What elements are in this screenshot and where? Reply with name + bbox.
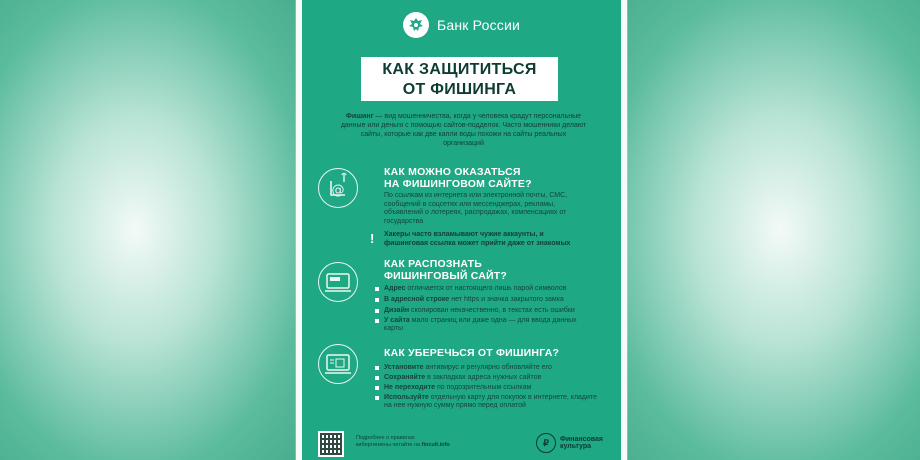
section2-title <box>384 258 507 282</box>
phishing-poster <box>296 0 627 460</box>
poster-edge-right <box>621 0 627 460</box>
background-right-blur <box>610 0 920 460</box>
qr-code[interactable] <box>318 431 344 457</box>
fincult-logo <box>536 433 603 453</box>
bullet-text: отличается от настоящего лишь парой символов <box>405 285 567 292</box>
bullet-bold: Не переходите <box>384 384 436 391</box>
section1-warning: Хакеры часто взламывают чужие аккаунты, и фишинговая ссылка может прийти даже от знакомых <box>384 231 571 247</box>
bullet-bold: Используйте <box>384 394 429 401</box>
footer-site-link[interactable]: fincult.info <box>421 442 450 448</box>
footer-line-2-text: кибергигиены читайте на <box>356 442 421 448</box>
fincult-label <box>560 436 603 451</box>
qr-pattern <box>320 433 342 455</box>
section1-title-line-2: НА ФИШИНГОВОМ САЙТЕ? <box>384 178 532 190</box>
poster-footer <box>296 428 627 460</box>
eagle-emblem-icon <box>403 12 429 38</box>
intro-text <box>340 112 587 148</box>
bullet-bold: У сайта <box>384 317 410 324</box>
poster-title <box>361 57 558 101</box>
poster-header <box>296 12 627 40</box>
title-line-1: КАК ЗАЩИТИТЬСЯ <box>382 61 537 78</box>
svg-text:@: @ <box>331 183 345 198</box>
bullet-text: мало страниц или даже одна — для ввода данных карты <box>384 317 577 333</box>
background-left-blur <box>0 0 300 460</box>
warning-exclamation-icon: ! <box>370 231 375 246</box>
footer-text <box>356 435 450 449</box>
section3-bullet <box>375 374 597 382</box>
section3-title: КАК УБЕРЕЧЬСЯ ОТ ФИШИНГА? <box>384 347 560 359</box>
fincult-line-1: Финансовая <box>560 435 603 443</box>
footer-line-2 <box>356 442 450 449</box>
bullet-text: антивирус и регулярно обновляйте его <box>423 364 552 371</box>
title-line-2: ОТ ФИШИНГА <box>402 81 517 98</box>
section3-bullet <box>375 364 597 372</box>
section2-bullet <box>375 317 597 333</box>
section1-title-line-1: КАК МОЖНО ОКАЗАТЬСЯ <box>384 166 521 178</box>
footer-line-1: Подробнее о правилах <box>356 435 415 441</box>
laptop-shield-icon <box>318 344 358 384</box>
bullet-bold: Адрес <box>384 285 406 292</box>
intro-body: — вид мошенничества, когда у человека крадут персональные данные или деньги с помощью сайтов-подделок. Часто мошенники делают сайты, которые как две капли воды похожи на сайты реальных организаций <box>340 113 587 147</box>
bank-name: Банк России <box>436 17 521 33</box>
section2-bullet <box>375 296 597 304</box>
laptop-browser-icon <box>318 262 358 302</box>
bullet-bold: В адресной строке <box>384 296 450 303</box>
at-sign-icon <box>318 168 358 208</box>
poster-edge-left <box>296 0 302 460</box>
section2-bullet <box>375 307 597 315</box>
section2-title-line-1: КАК РАСПОЗНАТЬ <box>384 258 482 270</box>
bullet-text: нет https и значка закрытого замка <box>449 296 564 303</box>
bullet-bold: Установите <box>384 364 424 371</box>
bullet-text: отдельную карту для покупок в интернете, кладите на нее нужную сумму прямо перед оплатой <box>384 394 597 410</box>
section1-title <box>384 166 532 190</box>
section2-title-line-2: ФИШИНГОВЫЙ САЙТ? <box>384 270 507 282</box>
bullet-text: скопирован некачественно, в текстах есть ошибки <box>409 307 575 314</box>
bullet-text: по подозрительным ссылкам <box>435 384 532 391</box>
section3-bullet <box>375 384 597 392</box>
section1-text: По ссылкам из интернета или электронной почты, СМС, сообщений в соцсетях или мессенджерах, рекламы, объявлений о лотереях, распродажах, компенсациях от государства <box>384 192 568 225</box>
intro-lead: Фишинг <box>345 113 374 120</box>
ruble-icon: ₽ <box>536 433 556 453</box>
bullet-text: в закладках адреса нужных сайтов <box>425 374 542 381</box>
bullet-bold: Дизайн <box>384 307 410 314</box>
section3-bullet <box>375 394 597 410</box>
section2-bullet <box>375 285 597 293</box>
bank-logo <box>403 12 520 38</box>
bullet-bold: Сохраняйте <box>384 374 426 381</box>
fincult-line-2: культура <box>560 443 592 450</box>
